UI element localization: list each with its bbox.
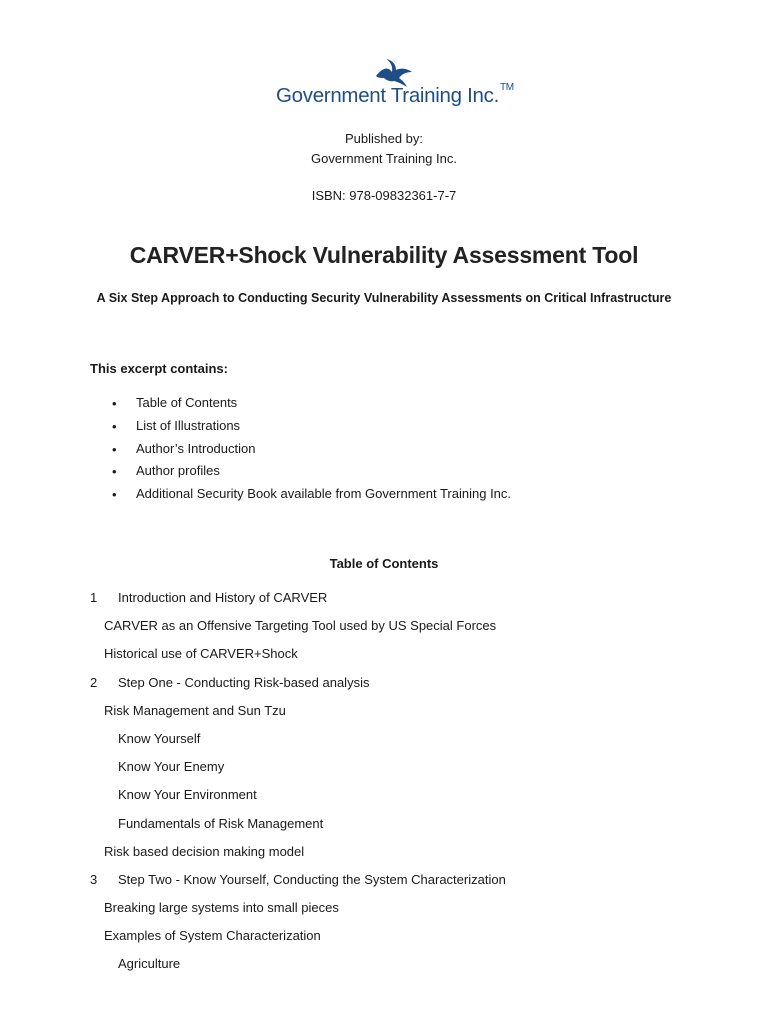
- toc-entry[interactable]: [0, 956, 768, 984]
- toc-heading: Table of Contents: [329, 556, 439, 571]
- bullet-icon: •: [112, 418, 117, 434]
- toc-number: 3: [90, 871, 98, 887]
- toc-text: Risk Management and Sun Tzu: [104, 702, 286, 718]
- toc-text: Know Your Enemy: [118, 759, 225, 775]
- toc-entry[interactable]: [0, 646, 768, 674]
- toc-entry[interactable]: [0, 900, 768, 928]
- toc-entry[interactable]: [0, 675, 768, 703]
- list-item: • List of Illustrations: [112, 417, 241, 434]
- bullet-icon: •: [112, 464, 117, 480]
- toc-text: Examples of System Characterization: [104, 928, 321, 944]
- toc-entry[interactable]: [0, 816, 768, 844]
- bullet-icon: •: [112, 487, 117, 503]
- excerpt-label: This excerpt contains:: [90, 361, 228, 376]
- table-of-contents: [0, 590, 768, 985]
- toc-text: Risk based decision making model: [104, 843, 305, 859]
- bullet-icon: •: [112, 396, 117, 411]
- toc-number: 1: [90, 590, 98, 605]
- toc-entry[interactable]: [0, 590, 768, 618]
- list-item: • Additional Security Book available from Government Training Inc.: [112, 486, 512, 503]
- publisher-name: Government Training Inc.: [311, 151, 457, 166]
- logo-wordmark: Government Training Inc.™: [276, 82, 514, 107]
- list-item: • Table of Contents: [112, 395, 238, 411]
- list-item: • Author’s Introduction: [112, 440, 256, 457]
- toc-text: Historical use of CARVER+Shock: [104, 646, 298, 662]
- bullet-icon: •: [112, 441, 117, 457]
- toc-text: Fundamentals of Risk Management: [118, 815, 324, 831]
- toc-text: Step One - Conducting Risk-based analysis: [118, 674, 370, 690]
- toc-text: Know Your Environment: [118, 787, 257, 803]
- toc-entry[interactable]: [0, 844, 768, 872]
- toc-entry[interactable]: [0, 759, 768, 787]
- toc-entry[interactable]: [0, 872, 768, 900]
- list-item: • Author profiles: [112, 463, 220, 480]
- toc-text: Know Yourself: [118, 730, 201, 746]
- toc-entry[interactable]: [0, 787, 768, 815]
- toc-entry[interactable]: [0, 703, 768, 731]
- toc-number: 2: [90, 674, 98, 690]
- toc-entry[interactable]: [0, 928, 768, 956]
- toc-text: CARVER as an Offensive Targeting Tool used by US Special Forces: [104, 618, 497, 634]
- document-subtitle: A Six Step Approach to Conducting Security Vulnerability Assessments on Critical Infrastructure: [96, 291, 672, 305]
- company-logo: [276, 58, 526, 110]
- document-title: CARVER+Shock Vulnerability Assessment Tool: [129, 242, 639, 268]
- toc-entry[interactable]: [0, 731, 768, 759]
- toc-entry[interactable]: [0, 618, 768, 646]
- toc-text: Step Two - Know Yourself, Conducting the System Characterization: [118, 871, 506, 887]
- published-by-label: Published by:: [344, 131, 424, 146]
- toc-text: Introduction and History of CARVER: [118, 590, 328, 605]
- toc-text: Breaking large systems into small pieces: [104, 900, 339, 916]
- excerpt-list: [0, 395, 511, 509]
- isbn: ISBN: 978-09832361-7-7: [311, 188, 457, 203]
- toc-text: Agriculture: [118, 956, 181, 972]
